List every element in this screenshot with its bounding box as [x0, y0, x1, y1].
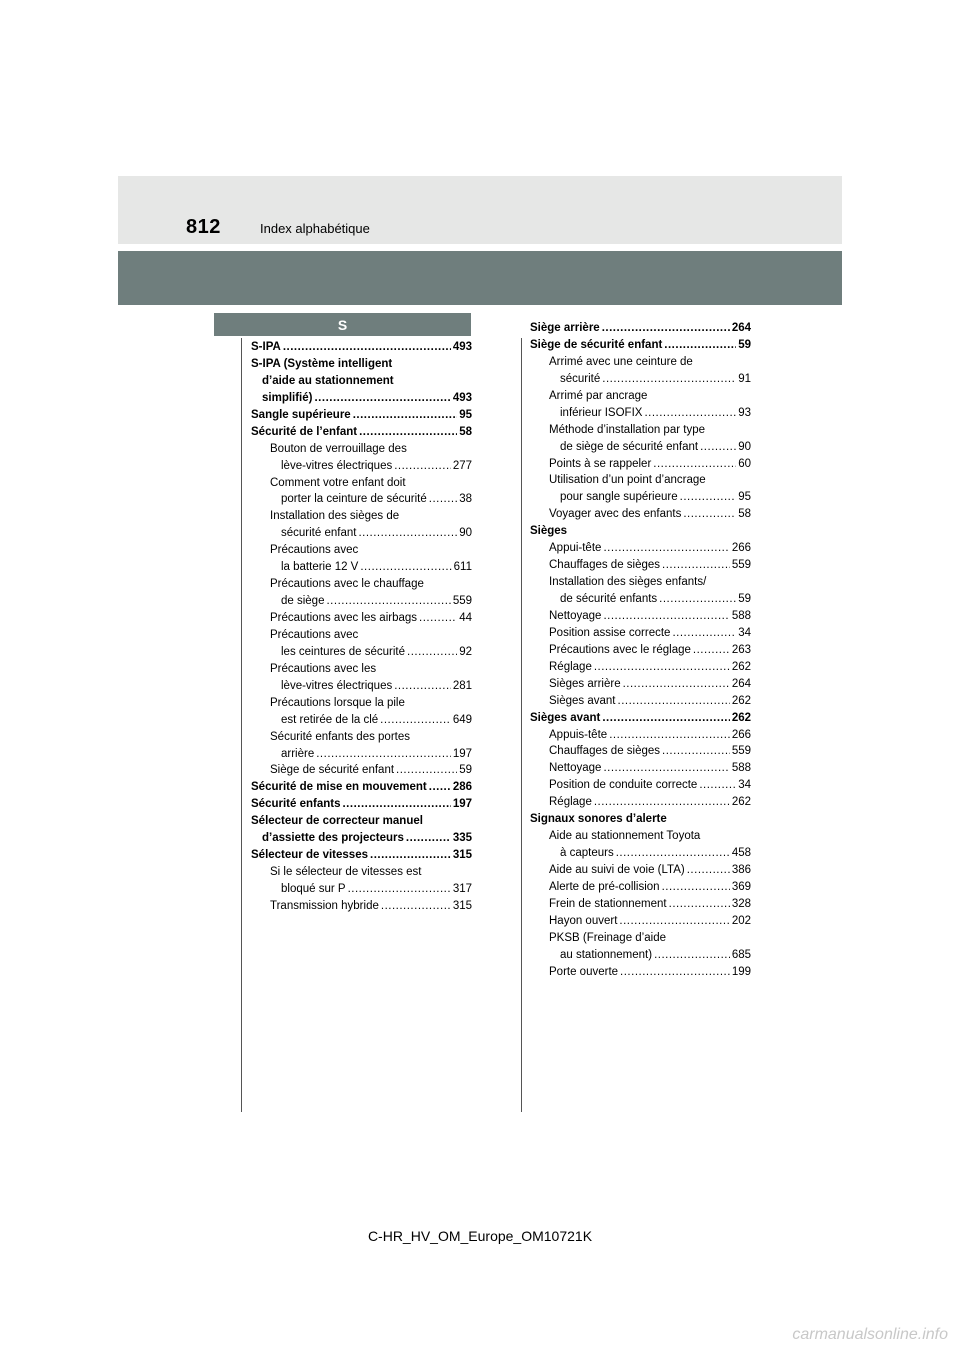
entry-text: Transmission hybride — [270, 899, 379, 912]
entry-text: Position de conduite correcte — [549, 779, 698, 792]
index-entry — [251, 695, 472, 712]
dot-leader — [594, 794, 730, 811]
dot-leader — [316, 746, 451, 763]
watermark: carmanualsonline.info — [792, 1326, 948, 1343]
dot-leader — [326, 593, 450, 610]
entry-text: la batterie 12 V — [281, 561, 359, 574]
entry-text: Sièges — [530, 525, 568, 538]
page-number: 812 — [186, 216, 221, 238]
index-entry — [530, 947, 751, 964]
index-entry — [530, 608, 751, 625]
index-entry — [530, 693, 751, 710]
dot-leader — [602, 371, 736, 388]
index-entry — [251, 746, 472, 763]
entry-page: 286 — [452, 781, 472, 794]
index-entry — [530, 388, 751, 405]
dot-leader — [693, 642, 730, 659]
dot-leader — [429, 779, 451, 796]
index-entry — [530, 439, 751, 456]
entry-text: Précautions avec — [270, 628, 359, 641]
entry-text: Méthode d’installation par type — [549, 423, 705, 436]
dot-leader — [407, 644, 457, 661]
entry-text: Sièges avant — [549, 694, 616, 707]
entry-text: Hayon ouvert — [549, 914, 618, 927]
entry-text: pour sangle supérieure — [560, 491, 678, 504]
entry-page: 199 — [731, 965, 751, 978]
index-entry — [530, 930, 751, 947]
entry-text: simplifié) — [262, 391, 313, 404]
dot-leader — [619, 913, 729, 930]
dot-leader — [370, 847, 451, 864]
index-entry — [251, 373, 472, 390]
entry-text: bloqué sur P — [281, 883, 346, 895]
entry-text: Si le sélecteur de vitesses est — [270, 866, 422, 879]
index-entry — [251, 441, 472, 458]
entry-text: Signaux sonores d’alerte — [530, 813, 667, 826]
title-bar — [118, 251, 842, 305]
index-entry — [251, 712, 472, 729]
index-entry — [530, 574, 751, 591]
entry-text: Position assise correcte — [549, 626, 671, 639]
entry-page: 93 — [738, 406, 751, 419]
dot-leader — [314, 390, 450, 407]
dot-leader — [662, 879, 730, 896]
entry-page: 59 — [738, 338, 751, 351]
index-entry — [251, 779, 472, 796]
dot-leader — [700, 439, 736, 456]
index-entry — [251, 627, 472, 644]
entry-text: Sièges arrière — [549, 677, 621, 690]
dot-leader — [283, 339, 451, 356]
entry-text: Voyager avec des enfants — [549, 508, 682, 521]
dot-leader — [406, 830, 451, 847]
entry-page: 559 — [731, 745, 751, 758]
entry-text: Installation des sièges de — [270, 510, 400, 523]
entry-text: lève-vitres électriques — [281, 459, 393, 472]
entry-text: Précautions avec le chauffage — [270, 578, 424, 591]
dot-leader — [653, 456, 736, 473]
entry-page: 95 — [738, 491, 751, 504]
entry-page: 91 — [738, 372, 751, 385]
entry-page: 611 — [453, 561, 472, 574]
index-entry — [251, 729, 472, 746]
index-entry — [251, 339, 472, 356]
entry-page: 335 — [452, 832, 472, 845]
index-entry — [251, 458, 472, 475]
entry-text: inférieur ISOFIX — [560, 406, 643, 419]
index-entry — [251, 678, 472, 695]
index-entry — [251, 813, 472, 830]
entry-page: 266 — [731, 542, 751, 555]
entry-page: 369 — [731, 880, 751, 893]
entry-page: 60 — [738, 457, 751, 470]
entry-text: Siège de sécurité enfant — [530, 338, 663, 351]
dot-leader — [683, 506, 736, 523]
index-entry — [251, 475, 472, 492]
dot-leader — [620, 964, 730, 981]
dot-leader — [623, 676, 730, 693]
index-column-right — [530, 320, 751, 981]
dot-leader — [394, 678, 451, 695]
entry-text: de sécurité enfants — [560, 593, 658, 605]
entry-text: Précautions avec les — [270, 662, 377, 675]
header-band — [118, 176, 842, 244]
entry-page: 493 — [452, 341, 472, 353]
dot-leader — [380, 712, 451, 729]
entry-text: Siège arrière — [530, 322, 600, 334]
column-divider-left — [241, 338, 242, 1112]
dot-leader — [381, 898, 451, 915]
entry-text: de siège de sécurité enfant — [560, 440, 699, 453]
dot-leader — [609, 727, 730, 744]
dot-leader — [618, 693, 730, 710]
index-entry — [530, 879, 751, 896]
entry-text: les ceintures de sécurité — [281, 645, 406, 658]
entry-text: Sangle supérieure — [251, 408, 351, 421]
index-entry — [251, 559, 472, 576]
entry-text: Aide au stationnement Toyota — [549, 830, 701, 843]
entry-page: 58 — [738, 508, 751, 521]
entry-text: Sièges avant — [530, 711, 601, 724]
index-column-left — [251, 339, 472, 915]
index-entry — [530, 913, 751, 930]
index-entry — [251, 424, 472, 441]
entry-page: 59 — [459, 764, 472, 777]
index-entry — [530, 676, 751, 693]
index-entry — [530, 506, 751, 523]
index-entry — [251, 644, 472, 661]
entry-text: au stationnement) — [560, 948, 653, 961]
index-entry — [530, 777, 751, 794]
entry-page: 588 — [731, 609, 751, 622]
entry-text: Alerte de pré-collision — [549, 880, 660, 893]
dot-leader — [419, 610, 457, 627]
entry-text: S-IPA (Système intelligent — [251, 357, 393, 370]
entry-text: Aide au suivi de voie (LTA) — [549, 864, 685, 876]
index-entry — [251, 593, 472, 610]
entry-text: S-IPA — [251, 341, 281, 353]
entry-page: 262 — [731, 711, 751, 724]
entry-page: 59 — [738, 593, 751, 605]
entry-text: Réglage — [549, 660, 592, 673]
entry-text: lève-vitres électriques — [281, 679, 393, 692]
index-entry — [251, 898, 472, 915]
entry-text: Sécurité de l’enfant — [251, 425, 358, 438]
index-entry — [530, 625, 751, 642]
dot-leader — [603, 608, 729, 625]
entry-text: PKSB (Freinage d’aide — [549, 931, 666, 944]
dot-leader — [396, 762, 457, 779]
index-entry — [530, 472, 751, 489]
entry-text: arrière — [281, 747, 315, 760]
dot-leader — [603, 760, 729, 777]
entry-page: 588 — [731, 762, 751, 775]
entry-page: 328 — [731, 897, 751, 910]
dot-leader — [659, 591, 736, 608]
entry-text: d’assiette des projecteurs — [262, 832, 404, 845]
dot-leader — [603, 540, 729, 557]
index-entry — [530, 642, 751, 659]
entry-text: à capteurs — [560, 847, 614, 860]
dot-leader — [394, 458, 451, 475]
entry-text: Arrimé par ancrage — [549, 389, 648, 402]
entry-page: 38 — [459, 493, 472, 506]
entry-page: 197 — [452, 747, 472, 760]
index-entry — [251, 830, 472, 847]
entry-page: 90 — [738, 440, 751, 453]
dot-leader — [429, 491, 457, 508]
index-entry — [530, 422, 751, 439]
entry-page: 315 — [452, 849, 472, 862]
entry-page: 92 — [459, 645, 472, 658]
dot-leader — [680, 489, 737, 506]
entry-text: Comment votre enfant doit — [270, 476, 406, 489]
entry-page: 197 — [452, 798, 472, 811]
entry-text: Frein de stationnement — [549, 897, 667, 910]
entry-text: Arrimé avec une ceinture de — [549, 355, 693, 368]
entry-text: Appui-tête — [549, 542, 602, 555]
entry-text: Sécurité de mise en mouvement — [251, 781, 427, 794]
entry-page: 95 — [459, 408, 472, 421]
entry-page: 685 — [731, 948, 751, 961]
index-entry — [251, 491, 472, 508]
index-entry — [530, 743, 751, 760]
dot-leader — [353, 407, 457, 424]
entry-text: Siège de sécurité enfant — [270, 764, 395, 777]
entry-page: 266 — [731, 728, 751, 741]
entry-page: 315 — [452, 899, 472, 912]
entry-text: Chauffages de sièges — [549, 745, 661, 758]
document-id: C-HR_HV_OM_Europe_OM10721K — [367, 1228, 593, 1244]
entry-text: Nettoyage — [549, 609, 602, 622]
entry-page: 317 — [452, 883, 472, 895]
dot-leader — [699, 777, 736, 794]
entry-text: Précautions avec le réglage — [549, 643, 691, 656]
entry-text: Nettoyage — [549, 762, 602, 775]
entry-text: Sélecteur de correcteur manuel — [251, 815, 423, 828]
index-entry — [251, 881, 472, 898]
entry-page: 262 — [731, 694, 751, 707]
entry-text: Réglage — [549, 796, 592, 809]
dot-leader — [594, 659, 730, 676]
index-entry — [251, 542, 472, 559]
dot-leader — [662, 743, 730, 760]
entry-page: 90 — [459, 527, 472, 540]
dot-leader — [359, 424, 457, 441]
index-entry — [251, 576, 472, 593]
index-entry — [530, 354, 751, 371]
index-entry — [530, 405, 751, 422]
index-entry — [530, 659, 751, 676]
dot-leader — [669, 896, 730, 913]
entry-page: 649 — [452, 713, 472, 726]
index-entry — [530, 760, 751, 777]
entry-page: 559 — [731, 559, 751, 572]
entry-text: Chauffages de sièges — [549, 559, 661, 572]
index-letter-tab: S — [214, 313, 471, 336]
index-entry — [530, 964, 751, 981]
dot-leader — [687, 862, 730, 879]
entry-page: 262 — [731, 660, 751, 673]
entry-text: est retirée de la clé — [281, 713, 379, 726]
entry-page: 58 — [459, 425, 472, 438]
entry-text: de siège — [281, 595, 325, 608]
index-entry — [251, 508, 472, 525]
entry-page: 262 — [731, 796, 751, 809]
dot-leader — [654, 947, 730, 964]
column-divider-right — [521, 338, 522, 1112]
dot-leader — [602, 320, 730, 337]
index-entry — [251, 390, 472, 407]
entry-page: 263 — [731, 643, 751, 656]
index-entry — [530, 540, 751, 557]
index-entry — [530, 320, 751, 337]
dot-leader — [672, 625, 736, 642]
dot-leader — [348, 881, 451, 898]
entry-text: Porte ouverte — [549, 965, 619, 978]
entry-text: Précautions avec les airbags — [270, 612, 418, 624]
index-entry — [251, 864, 472, 881]
entry-text: Appuis-tête — [549, 728, 608, 741]
index-entry — [530, 371, 751, 388]
index-entry — [251, 525, 472, 542]
entry-text: Utilisation d’un point d’ancrage — [549, 474, 706, 487]
index-entry — [530, 337, 751, 354]
entry-text: Précautions avec — [270, 544, 359, 557]
index-entry — [530, 845, 751, 862]
index-entry — [530, 862, 751, 879]
entry-text: porter la ceinture de sécurité — [281, 493, 427, 506]
entry-page: 44 — [459, 612, 472, 624]
index-entry — [530, 811, 751, 828]
dot-leader — [602, 710, 729, 727]
section-title: Index alphabétique — [260, 221, 370, 236]
entry-text: Sécurité enfants des portes — [270, 730, 410, 743]
entry-page: 34 — [738, 626, 751, 639]
entry-text: d’aide au stationnement — [262, 374, 394, 387]
entry-page: 34 — [738, 779, 751, 792]
entry-page: 386 — [731, 864, 751, 876]
index-entry — [530, 794, 751, 811]
dot-leader — [644, 405, 736, 422]
index-entry — [530, 557, 751, 574]
dot-leader — [616, 845, 730, 862]
entry-page: 277 — [452, 459, 472, 472]
index-entry — [530, 489, 751, 506]
index-entry — [530, 456, 751, 473]
entry-page: 559 — [452, 595, 472, 608]
index-entry — [530, 523, 751, 540]
dot-leader — [662, 557, 730, 574]
index-entry — [530, 727, 751, 744]
entry-text: Sélecteur de vitesses — [251, 849, 368, 862]
index-entry — [530, 591, 751, 608]
index-entry — [251, 356, 472, 373]
index-entry — [251, 796, 472, 813]
dot-leader — [358, 525, 457, 542]
index-entry — [251, 762, 472, 779]
dot-leader — [360, 559, 451, 576]
dot-leader — [664, 337, 736, 354]
index-entry — [530, 896, 751, 913]
entry-page: 281 — [452, 679, 472, 692]
entry-page: 264 — [731, 322, 751, 334]
entry-page: 202 — [731, 914, 751, 927]
index-entry — [530, 710, 751, 727]
entry-page: 493 — [452, 391, 472, 404]
entry-page: 264 — [731, 677, 751, 690]
entry-text: Précautions lorsque la pile — [270, 696, 405, 709]
index-entry — [251, 610, 472, 627]
dot-leader — [342, 796, 450, 813]
entry-page: 458 — [731, 847, 751, 860]
entry-text: sécurité — [560, 372, 601, 385]
entry-text: Bouton de verrouillage des — [270, 442, 407, 455]
index-entry — [251, 661, 472, 678]
entry-text: Sécurité enfants — [251, 798, 341, 811]
index-entry — [251, 407, 472, 424]
entry-text: Installation des sièges enfants/ — [549, 576, 707, 589]
entry-text: sécurité enfant — [281, 527, 357, 540]
entry-text: Points à se rappeler — [549, 457, 652, 470]
index-entry — [530, 828, 751, 845]
index-entry — [251, 847, 472, 864]
